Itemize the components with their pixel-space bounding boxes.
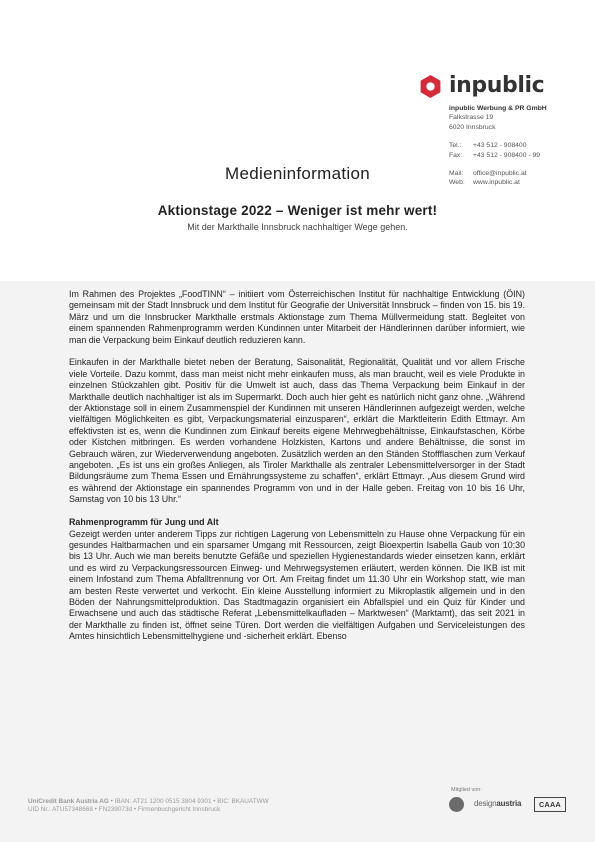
body-text — [69, 289, 525, 654]
fax-number: +43 512 - 908400 - 99 — [473, 151, 541, 159]
phone-label: Tel.: — [449, 142, 462, 150]
phone-row — [449, 141, 589, 150]
caaa-logo: CAAA — [534, 797, 566, 812]
designaustria-logo-part-a: design — [474, 799, 497, 808]
headline: Aktionstage 2022 – Weniger ist mehr wert! — [157, 203, 438, 218]
member-round-logo-icon — [449, 797, 464, 812]
paragraph-main: Einkaufen in der Markthalle bietet neben der Beratung, Saisonalität, Regionalität, Qualität und vor allem Frische viele Vorteile. Dazu kommt, dass man meist nicht mehr einkaufen muss, als man braucht, weil es viele Produkte in einzelnen Stückzahlen gibt. Positiv für die Umwelt ist auch, dass das Thema Verpackung beim Einkauf in der Markthalle deutlich nachhaltiger ist als im Supermarkt. Doch auch hier geht es natürlich nicht ganz ohne. „Während der Aktionstage soll in einem Zusammenspiel der Kundinnen mit unseren Händlerinnen aufgezeigt werden, welche vielfältigen Möglichkeiten es gibt, Verpackungsmaterial einzusparen“, erklärt die Marktleiterin Edith Ettmayr. Am effektivsten ist es, wenn die Kundinnen zum Einkauf bereits eigene Mehrwegbehältnisse, Einkaufstaschen, Körbe oder Kistchen mitbringen. Es werden vorhandene Holzkisten, Kartons und andere Behältnisse, die sonst im Gebrauch wären, zur Wiederverwendung angeboten. Zusätzlich werden an den Ständen Stoffflaschen zum Verkauf angeboten. „Es ist uns ein großes Anliegen, als Tiroler Markthalle als zentraler Lebensmittelversorger in der Stadt Bildungsräume zum Thema Essen und Ernährungssysteme zu schaffen“, erklärt Ettmayr. „Aus diesem Grund wird es während der Aktionstage ein spannendes Programm von und in der Halle geben. Freitag von 10 bis 16 Uhr, Samstag von 10 bis 13 Uhr.“ — [69, 357, 525, 505]
footer-bank-details: • IBAN: AT21 1200 0515 3804 9301 • BIC: BKAUATWW — [108, 798, 269, 805]
web-label: Web: — [449, 179, 465, 187]
web-link[interactable]: www.inpublic.at — [473, 179, 520, 187]
fax-row — [449, 151, 589, 160]
footer-bank-name: UniCredit Bank Austria AG — [28, 798, 109, 805]
footer-bank-line — [28, 798, 428, 806]
subheadline: Mit der Markthalle Innsbruck nachhaltiger Wege gehen. — [187, 222, 408, 232]
street: Falkstrasse 19 — [449, 114, 494, 122]
section-title: Rahmenprogramm für Jung und Alt — [69, 517, 219, 528]
inpublic-logo-icon — [418, 74, 443, 99]
document-type: Medieninformation — [225, 164, 370, 183]
brand-logo[interactable] — [418, 70, 544, 102]
mail-link[interactable]: office@inpublic.at — [473, 170, 527, 178]
designaustria-logo — [474, 799, 521, 808]
fax-label: Fax: — [449, 151, 463, 159]
paragraph-intro: Im Rahmen des Projektes „FoodTINN“ – initiiert vom Österreichischen Institut für nachhaltige Entwicklung (ÖIN) gemeinsam mit der Stadt Innsbruck und dem Institut für Geografie der Universität Innsbruck – finden von 15. bis 19. März und um die Innsbrucker Markthalle erstmals Aktionstage zum Thema Müllvermeidung statt. Begleitet von einem spannenden Rahmenprogramm werden Kundinnen unter Mitarbeit der Händlerinnen darüber informiert, wie man die Verpackung beim Einkauf deutlich reduzieren kann. — [69, 289, 525, 345]
footer — [28, 798, 428, 814]
brand-name: inpublic — [449, 73, 545, 98]
member-label: Mitglied von: — [451, 787, 482, 793]
paragraph-program: Gezeigt werden unter anderem Tipps zur richtigen Lagerung von Lebensmitteln zu Hause ohne Verpackung für ein gesundes Haltbarmachen und ein sparsamer Umgang mit Ressourcen, zeigt Bioexpertin Isabella Gaub von 10:30 bis 13 Uhr. Auch wie man bereits benutzte Gefäße und speziellen Hygienestandards wieder einsetzen kann, erklärt und es wird zu Verpackungsressourcen Einweg- und Mehrwegsystemen erläutert, werden können. Die IKB ist mit einem Infostand zum Thema Abfalltrennung vor Ort. Am Freitag findet um 11.30 Uhr ein Workshop statt, wie man am besten Reste verwertet und verkocht. Ein kleine Ausstellung informiert zu Mikroplastik allgemein und in den Böden der Nahrungsmittelproduktion. Das Stadtmagazin organisiert ein Abfallspiel und ein Quiz für Kinder und Erwachsene und auch das städtische Referat „Lebensmittelkaufladen – Marktwesen“ (Marktamt), das seit 2021 in der Markthalle zu finden ist, öffnet seine Türen. Dort werden die vielfältigen Aufgaben und Serviceleistungen des Amtes hinsichtlich Lebensmittelhygiene und -sicherheit erklärt. Ebenso — [69, 528, 525, 642]
designaustria-logo-part-b: austria — [496, 799, 522, 808]
mail-label: Mail: — [449, 170, 464, 178]
phone-number[interactable]: +43 512 - 908400 — [473, 142, 527, 150]
company-name: inpublic Werbung & PR GmbH — [449, 105, 547, 112]
footer-registry-line: UID Nr.: ATU57348668 • FN239073d • Firmenbuchgericht Innsbruck — [28, 806, 221, 814]
city: 6020 Innsbruck — [449, 123, 496, 131]
